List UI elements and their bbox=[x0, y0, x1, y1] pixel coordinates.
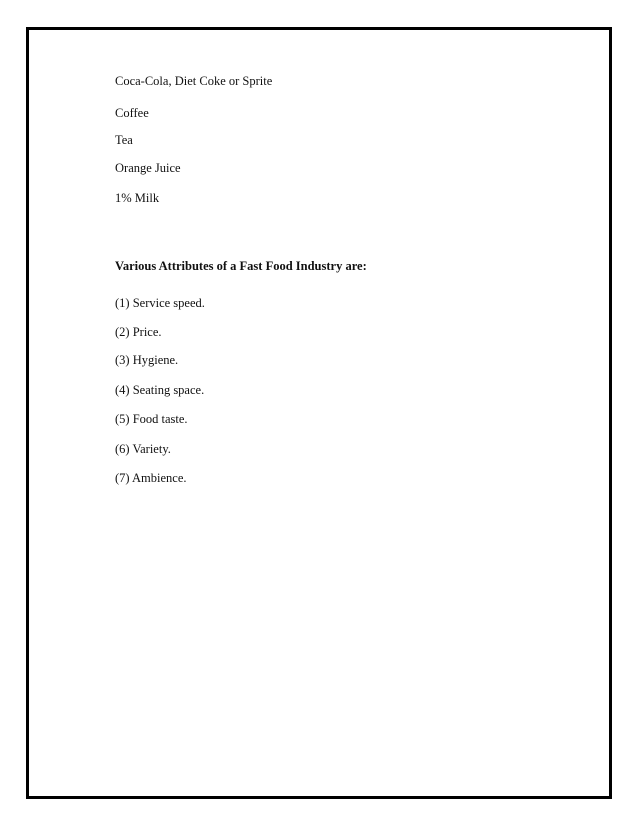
beverage-item: Orange Juice bbox=[115, 161, 181, 175]
beverage-item: Coffee bbox=[115, 106, 149, 120]
attribute-item: (5) Food taste. bbox=[115, 412, 188, 426]
attribute-item: (7) Ambience. bbox=[115, 471, 187, 485]
beverage-item: Coca-Cola, Diet Coke or Sprite bbox=[115, 74, 273, 88]
attribute-item: (2) Price. bbox=[115, 325, 162, 339]
beverage-item: Tea bbox=[115, 133, 133, 147]
attribute-item: (6) Variety. bbox=[115, 442, 171, 456]
page-border bbox=[26, 27, 612, 799]
attribute-item: (1) Service speed. bbox=[115, 296, 205, 310]
attributes-heading: Various Attributes of a Fast Food Industry are: bbox=[115, 259, 367, 273]
attribute-item: (4) Seating space. bbox=[115, 383, 205, 397]
attribute-item: (3) Hygiene. bbox=[115, 353, 179, 367]
beverage-item: 1% Milk bbox=[115, 191, 160, 205]
